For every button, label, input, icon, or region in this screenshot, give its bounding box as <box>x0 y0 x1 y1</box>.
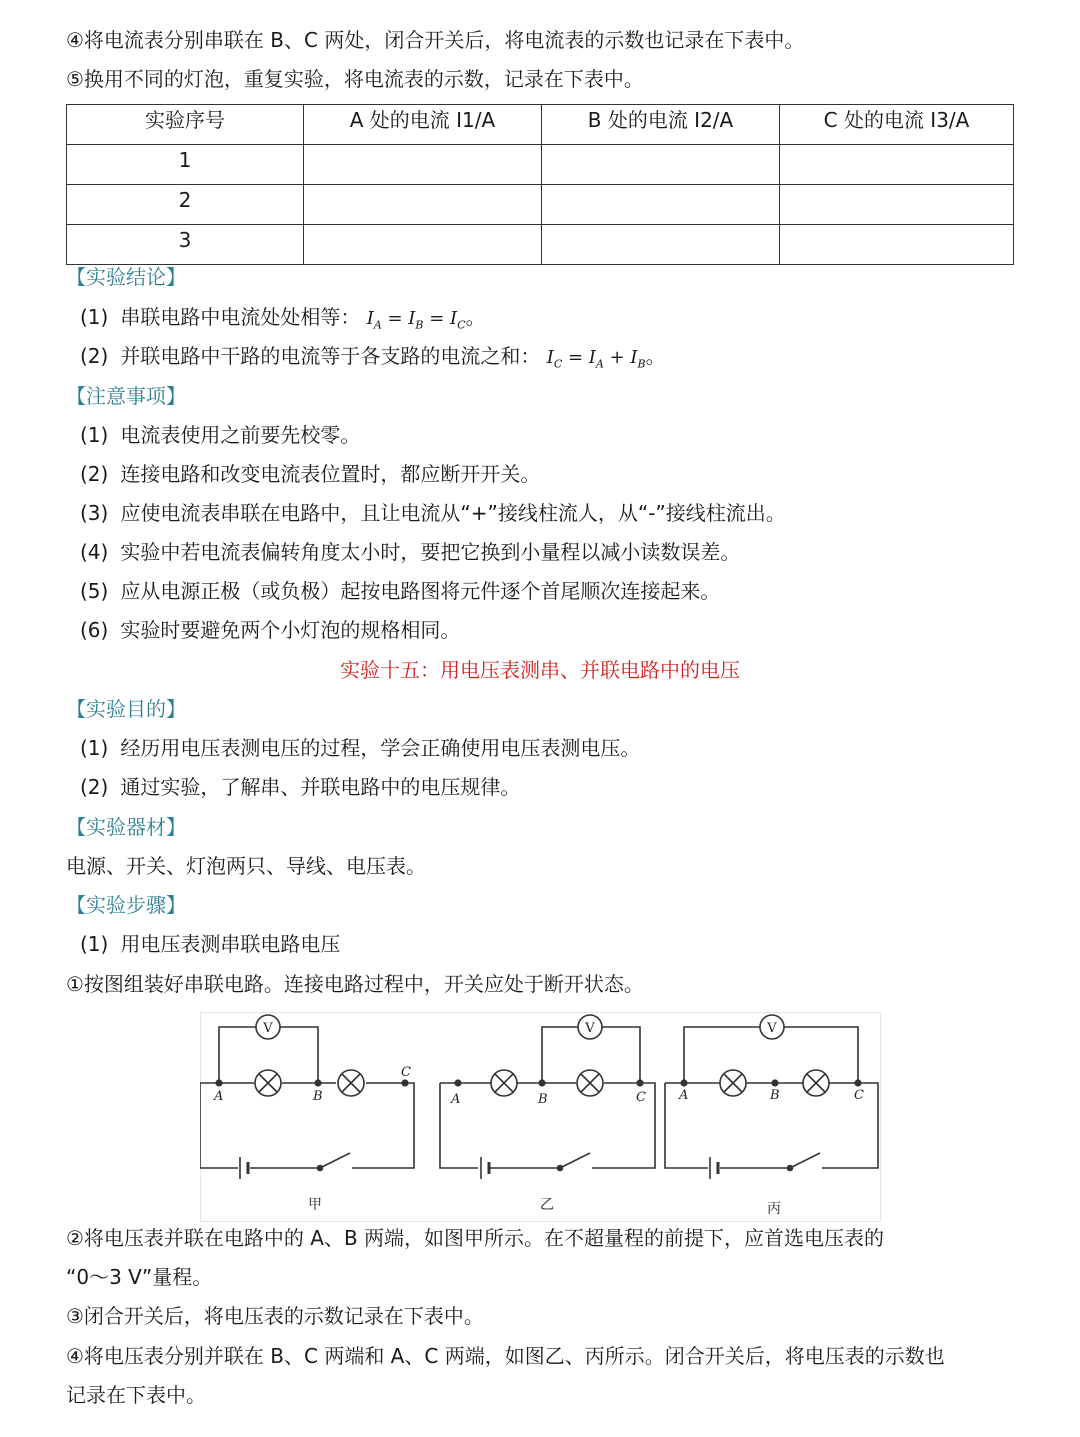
node <box>402 1080 408 1086</box>
item-number: (5) <box>80 579 109 603</box>
item-end: 。 <box>465 305 486 329</box>
current-table <box>66 104 1014 265</box>
item-text: 通过实验，了解串、并联电路中的电压规律。 <box>120 775 521 799</box>
wire <box>352 1083 414 1168</box>
item-end: 。 <box>645 344 666 368</box>
point-label-a: A <box>451 1092 461 1107</box>
table-cell <box>780 185 1014 225</box>
steps-title: 【实验步骤】 <box>66 893 186 917</box>
item-number: (6) <box>80 618 109 642</box>
table-cell <box>780 145 1014 185</box>
note-item <box>80 460 540 488</box>
note-item <box>80 499 786 527</box>
table-cell-id: 1 <box>67 145 304 185</box>
item-text: 实验时要避免两个小灯泡的规格相同。 <box>120 618 461 642</box>
step-4-line1: ④将电压表分别并联在 B、C 两端和 A、C 两端，如图乙、丙所示。闭合开关后，将电压表的示数也 <box>66 1344 945 1368</box>
note-item <box>80 616 460 644</box>
note-item <box>80 538 740 566</box>
node <box>772 1080 778 1086</box>
voltmeter-label: V <box>585 1021 595 1036</box>
step-4-current: ④将电流表分别串联在 B、C 两处，闭合开关后，将电流表的示数也记录在下表中。 <box>66 28 805 52</box>
wire <box>602 1027 640 1083</box>
table-cell <box>780 225 1014 265</box>
equipment-title: 【实验器材】 <box>66 815 186 839</box>
item-number: (1) <box>80 423 109 447</box>
switch-lever <box>322 1153 350 1167</box>
caption-jia: 甲 <box>308 1197 322 1213</box>
switch-lever <box>562 1153 590 1167</box>
notes-title: 【注意事项】 <box>66 384 186 408</box>
point-label-a: A <box>214 1089 224 1104</box>
item-text: 应从电源正极（或负极）起按电路图将元件逐个首尾顺次连接起来。 <box>120 579 721 603</box>
point-label-c: C <box>401 1065 411 1080</box>
purpose-title: 【实验目的】 <box>66 697 186 721</box>
item-text: 电流表使用之前要先校零。 <box>120 423 361 447</box>
circuit-jia <box>200 1015 414 1179</box>
item-number: (2) <box>80 462 109 486</box>
item-text: 实验中若电流表偏转角度太小时，要把它换到小量程以减小读数误差。 <box>120 540 741 564</box>
table-cell <box>542 185 780 225</box>
point-label-c: C <box>854 1088 864 1103</box>
conclusion-title: 【实验结论】 <box>66 265 186 289</box>
table-header-cell: B 处的电流 I2/A <box>542 105 780 145</box>
item-number: (2) <box>80 775 109 799</box>
voltmeter-label: V <box>767 1021 777 1036</box>
node <box>216 1080 222 1086</box>
table-row <box>67 145 1014 185</box>
point-label-b: B <box>538 1092 548 1107</box>
wire <box>542 1027 578 1083</box>
formula-parallel-current: $I_C = I_A + I_B$ <box>546 347 646 371</box>
item-number: (1) <box>80 736 109 760</box>
formula-series-current: $I_A = I_B = I_C$ <box>366 308 466 332</box>
step-4-line2: 记录在下表中。 <box>66 1383 206 1407</box>
point-label-b: B <box>770 1088 780 1103</box>
item-number: (1) <box>80 305 109 329</box>
wire <box>822 1083 878 1168</box>
item-text: 经历用电压表测电压的过程，学会正确使用电压表测电压。 <box>120 736 641 760</box>
point-label-a: A <box>679 1088 689 1103</box>
table-cell-id: 2 <box>67 185 304 225</box>
item-text: 并联电路中干路的电流等于各支路的电流之和： <box>120 344 541 368</box>
note-item <box>80 577 720 605</box>
wire <box>280 1027 318 1083</box>
node <box>681 1080 687 1086</box>
item-text: 应使电流表串联在电路中，且让电流从“+”接线柱流人，从“-”接线柱流出。 <box>120 501 786 525</box>
item-number: (1) <box>80 932 109 956</box>
caption-bing: 丙 <box>767 1201 781 1217</box>
voltmeter-label: V <box>263 1021 273 1036</box>
experiment-15-title: 实验十五：用电压表测串、并联电路中的电压 <box>340 658 740 682</box>
note-item <box>80 421 360 449</box>
wire <box>219 1027 256 1083</box>
step-5-current: ⑤换用不同的灯泡，重复实验，将电流表的示数，记录在下表中。 <box>66 67 644 91</box>
item-number: (3) <box>80 501 109 525</box>
item-text: 连接电路和改变电流表位置时，都应断开开关。 <box>120 462 541 486</box>
switch-pivot <box>558 1166 563 1171</box>
table-row <box>67 185 1014 225</box>
table-cell <box>542 225 780 265</box>
caption-yi: 乙 <box>540 1197 554 1213</box>
figure-border <box>201 1013 881 1222</box>
point-label-b: B <box>313 1089 323 1104</box>
node <box>455 1080 461 1086</box>
circuit-diagrams <box>200 1012 881 1222</box>
node <box>855 1080 861 1086</box>
conclusion-item <box>80 342 666 379</box>
step-2-line2: “0～3 V”量程。 <box>66 1265 213 1289</box>
switch-pivot <box>318 1166 323 1171</box>
point-label-c: C <box>636 1090 646 1105</box>
table-cell <box>304 185 542 225</box>
node <box>539 1080 545 1086</box>
table-header-cell: A 处的电流 I1/A <box>304 105 542 145</box>
step-3: ③闭合开关后，将电压表的示数记录在下表中。 <box>66 1304 484 1328</box>
table-cell-id: 3 <box>67 225 304 265</box>
node <box>637 1080 643 1086</box>
item-number: (2) <box>80 344 109 368</box>
table-cell <box>304 225 542 265</box>
table-header-cell: 实验序号 <box>67 105 304 145</box>
table-row <box>67 225 1014 265</box>
purpose-item <box>80 773 520 801</box>
step-2-line1: ②将电压表并联在电路中的 A、B 两端，如图甲所示。在不超量程的前提下，应首选电压表的 <box>66 1226 885 1250</box>
switch-lever <box>792 1153 820 1167</box>
switch-pivot <box>788 1166 793 1171</box>
step-1: ①按图组装好串联电路。连接电路过程中，开关应处于断开状态。 <box>66 972 644 996</box>
table-cell <box>542 145 780 185</box>
steps-subtitle <box>80 930 340 958</box>
node <box>315 1080 321 1086</box>
item-text: 串联电路中电流处处相等： <box>120 305 361 329</box>
item-text: 用电压表测串联电路电压 <box>120 932 341 956</box>
table-cell <box>304 145 542 185</box>
purpose-item <box>80 734 640 762</box>
table-header-cell: C 处的电流 I3/A <box>780 105 1014 145</box>
table-header-row <box>67 105 1014 145</box>
wire <box>684 1027 760 1083</box>
equipment-text: 电源、开关、灯泡两只、导线、电压表。 <box>66 854 426 878</box>
item-number: (4) <box>80 540 109 564</box>
conclusion-item <box>80 303 486 340</box>
